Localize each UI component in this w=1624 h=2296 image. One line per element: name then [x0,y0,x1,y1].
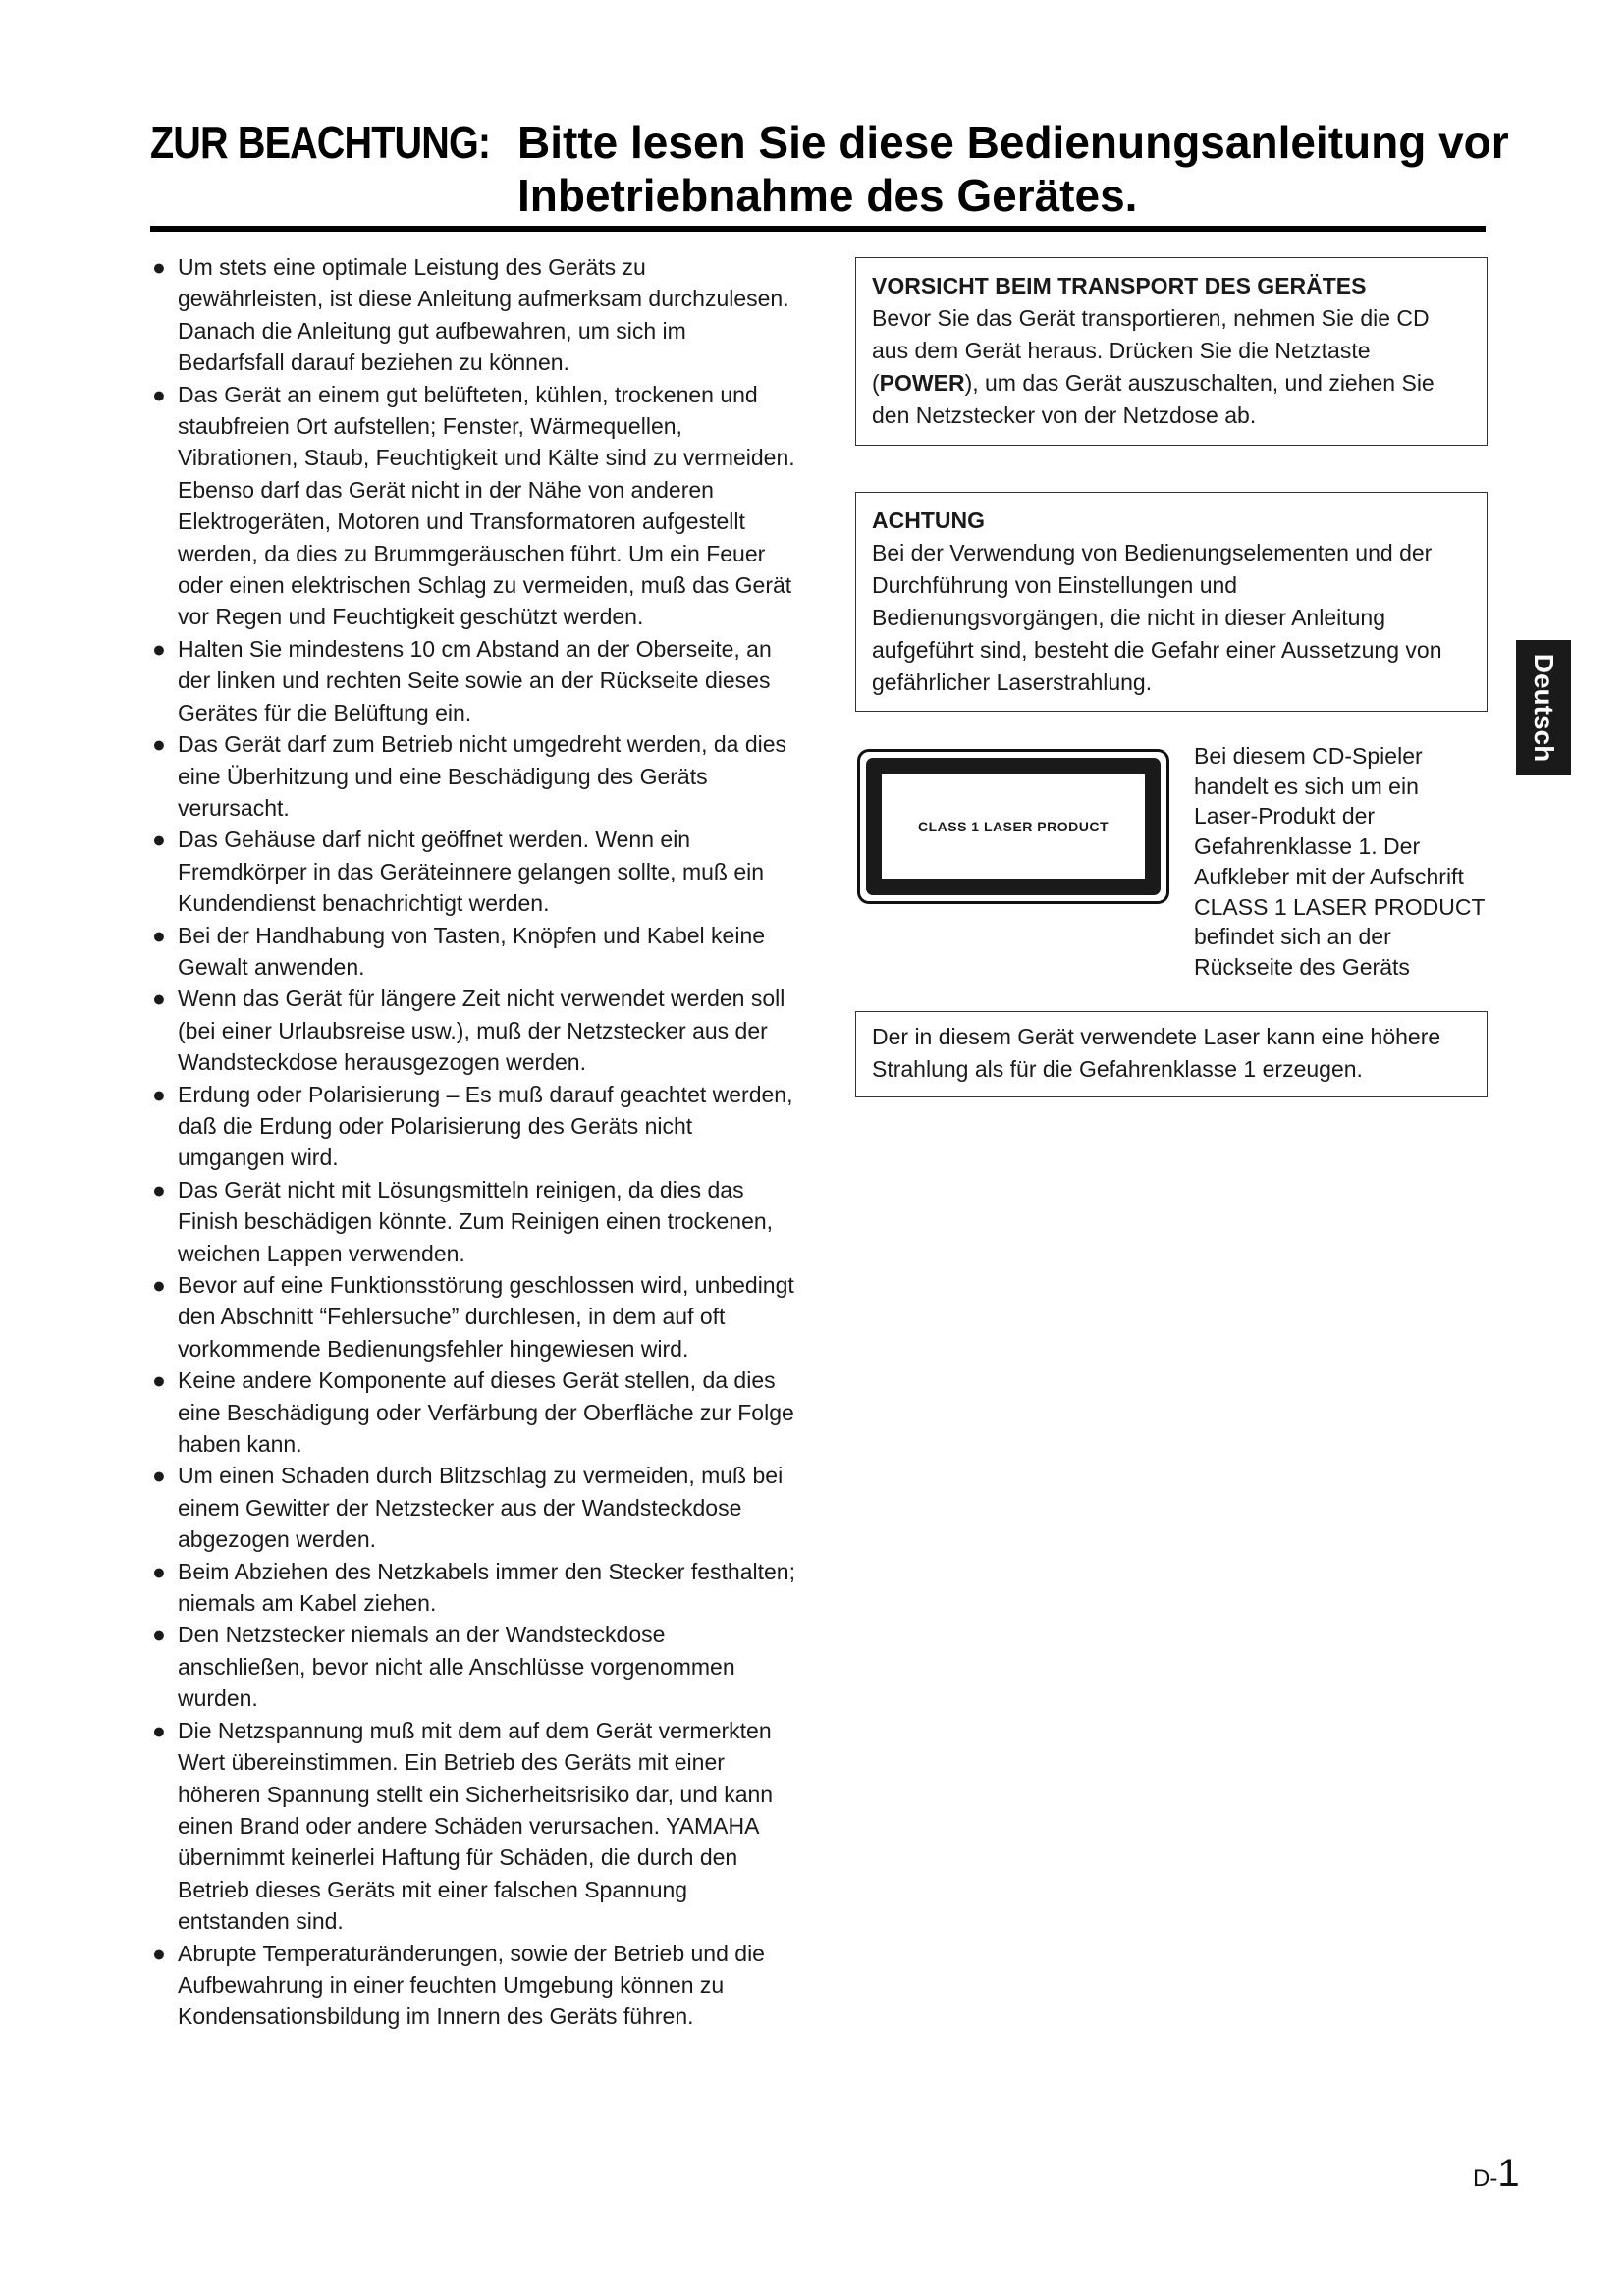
transport-heading: VORSICHT BEIM TRANSPORT DES GERÄTES [872,273,1367,298]
title-line-2: Inbetriebnahme des Gerätes. [517,170,1138,221]
laser-radiation-box [855,1011,1488,1097]
note-text: Halten Sie mindestens 10 cm Abstand an der Oberseite, an der linken und rechten Seite sowie an der Rückseite dieses Gerätes für die Belüftung ein. [178,635,772,725]
safety-note [149,1079,797,1174]
note-text: Bei der Handhabung von Tasten, Knöpfen und Kabel keine Gewalt anwenden. [178,922,766,980]
note-text: Das Gehäuse darf nicht geöffnet werden. Wenn ein Fremdkörper in das Geräteinnere gelangen sollte, muß ein Kundendienst benachrichtigt werden. [178,827,765,917]
safety-note [149,824,797,919]
transport-text-part: Bevor Sie das Gerät transportieren, nehmen Sie die CD aus dem Gerät heraus. Drücken Sie die Netztaste ( [872,305,1430,396]
transport-text [872,302,1471,432]
safety-note [149,1460,797,1555]
bullet-icon: ● [152,827,166,853]
safety-note [149,1715,797,1938]
language-tab-label: Deutsch [1529,653,1559,763]
bullet-icon: ● [152,1940,166,1966]
note-text: Um einen Schaden durch Blitzschlag zu vermeiden, muß bei einem Gewitter der Netzstecker aus der Wandsteckdose abgezogen werden. [178,1463,784,1553]
safety-note [149,633,797,728]
bullet-icon: ● [152,1622,166,1648]
laser-product-label [857,749,1169,904]
safety-note [149,728,797,824]
note-text: Abrupte Temperaturänderungen, sowie der Betrieb und die Aufbewahrung in einer feuchten Umgebung können zu Kondensationsbildung im Innern des Geräts führen. [178,1940,765,2030]
note-text: Den Netzstecker niemals an der Wandsteckdose anschließen, bevor nicht alle Anschlüsse vorgenommen wurden. [178,1622,735,1712]
page-number [1473,2152,1520,2196]
safety-note [149,251,797,379]
page-title [150,116,1509,222]
bullet-icon: ● [152,1367,166,1394]
bullet-icon: ● [152,1558,166,1584]
bullet-icon: ● [152,635,166,662]
note-text: Das Gerät darf zum Betrieb nicht umgedreht werden, da dies eine Überhitzung und eine Beschädigung des Geräts verursacht. [178,731,787,821]
laser-label-text: CLASS 1 LASER PRODUCT [882,774,1145,879]
safety-note [149,1619,797,1714]
note-text: Das Gerät an einem gut belüfteten, kühlen, trockenen und staubfreien Ort aufstellen; Fenster, Wärmequellen, Vibrationen, Staub, Feuchtigkeit und Kälte sind zu vermeiden. Ebenso darf das Gerät nicht in der Nähe von anderen Elektrogeräten, Motoren und Transformatoren aufgestellt werden, da dies zu Brummgeräuschen führt. Um ein Feuer oder einen elektrischen Schlag zu vermeiden, muß das Gerät vor Regen und Feuchtigkeit geschützt werden. [178,381,795,630]
safety-note [149,1269,797,1364]
transport-text-part: ), um das Gerät auszuschalten, und ziehen Sie den Netzstecker von der Netzdose ab. [872,370,1435,428]
note-text: Um stets eine optimale Leistung des Geräts zu gewährleisten, ist diese Anleitung aufmerksam durchzulesen. Danach die Anleitung gut aufbewahren, um sich im Bedarfsfall darauf beziehen zu können. [178,254,789,376]
caution-heading: ACHTUNG [872,507,985,533]
bullet-icon: ● [152,1176,166,1202]
note-text: Das Gerät nicht mit Lösungsmitteln reinigen, da dies das Finish beschädigen könnte. Zum Reinigen einen trockenen, weichen Lappen verwenden. [178,1176,774,1266]
bullet-icon: ● [152,254,166,280]
note-text: Die Netzspannung muß mit dem auf dem Gerät vermerkten Wert übereinstimmen. Ein Betrieb des Geräts mit einer höheren Spannung stellt ein Sicherheitsrisiko dar, und kann einen Brand oder andere Schäden verursachen. YAMAHA übernimmt keinerlei Haftung für Schäden, die durch den Betrieb dieses Geräts mit einer falschen Spannung entstanden sind. [178,1717,774,1935]
safety-note [149,1938,797,2033]
safety-note [149,1364,797,1460]
title-rule [150,226,1486,232]
safety-note [149,920,797,984]
laser-caution-box [855,492,1488,712]
bullet-icon: ● [152,1463,166,1489]
laser-label-description: Bei diesem CD-Spieler handelt es sich um ein Laser-Produkt der Gefahrenklasse 1. Der Aufkleber mit der Aufschrift CLASS 1 LASER PRODUCT befindet sich an der Rückseite des Geräts [1194,743,1486,980]
note-text: Beim Abziehen des Netzkabels immer den Stecker festhalten; niemals am Kabel ziehen. [178,1558,795,1617]
power-key-label: POWER [879,370,965,396]
safety-note [149,379,797,633]
title-line-1: Bitte lesen Sie diese Bedienungsanleitung vor [517,117,1509,168]
note-text: Erdung oder Polarisierung – Es muß darauf geachtet werden, daß die Erdung oder Polarisierung des Geräts nicht umgangen wird. [178,1081,793,1171]
title-lead: ZUR BEACHTUNG: [150,117,491,168]
note-text: Keine andere Komponente auf dieses Gerät stellen, da dies eine Beschädigung oder Verfärbung der Oberfläche zur Folge haben kann. [178,1367,794,1458]
bullet-icon: ● [152,1081,166,1107]
safety-note [149,1174,797,1269]
bullet-icon: ● [152,922,166,948]
laser-radiation-text: Der in diesem Gerät verwendete Laser kann eine höhere Strahlung als für die Gefahrenklasse 1 erzeugen. [872,1024,1441,1082]
page-prefix: D- [1473,2165,1498,2192]
bullet-icon: ● [152,986,166,1012]
note-text: Bevor auf eine Funktionsstörung geschlossen wird, unbedingt den Abschnitt “Fehlersuche” durchlesen, in dem auf oft vorkommende Bedienungsfehler hingewiesen wird. [178,1272,794,1362]
safety-notes-list [149,251,797,2033]
bullet-icon: ● [152,1272,166,1298]
transport-caution-box [855,257,1488,446]
note-text: Wenn das Gerät für längere Zeit nicht verwendet werden soll (bei einer Urlaubsreise usw.), muß der Netzstecker aus der Wandsteckdose herausgezogen werden. [178,986,785,1076]
page-number-value: 1 [1497,2152,1520,2195]
safety-note [149,1556,797,1620]
language-tab [1516,640,1571,775]
safety-note [149,983,797,1078]
bullet-icon: ● [152,731,166,758]
bullet-icon: ● [152,381,166,407]
bullet-icon: ● [152,1717,166,1743]
caution-text: Bei der Verwendung von Bedienungselementen und der Durchführung von Einstellungen und Bedienungsvorgängen, die nicht in dieser Anleitung aufgeführt sind, besteht die Gefahr einer Aussetzung von gefährlicher Laserstrahlung. [872,540,1442,695]
